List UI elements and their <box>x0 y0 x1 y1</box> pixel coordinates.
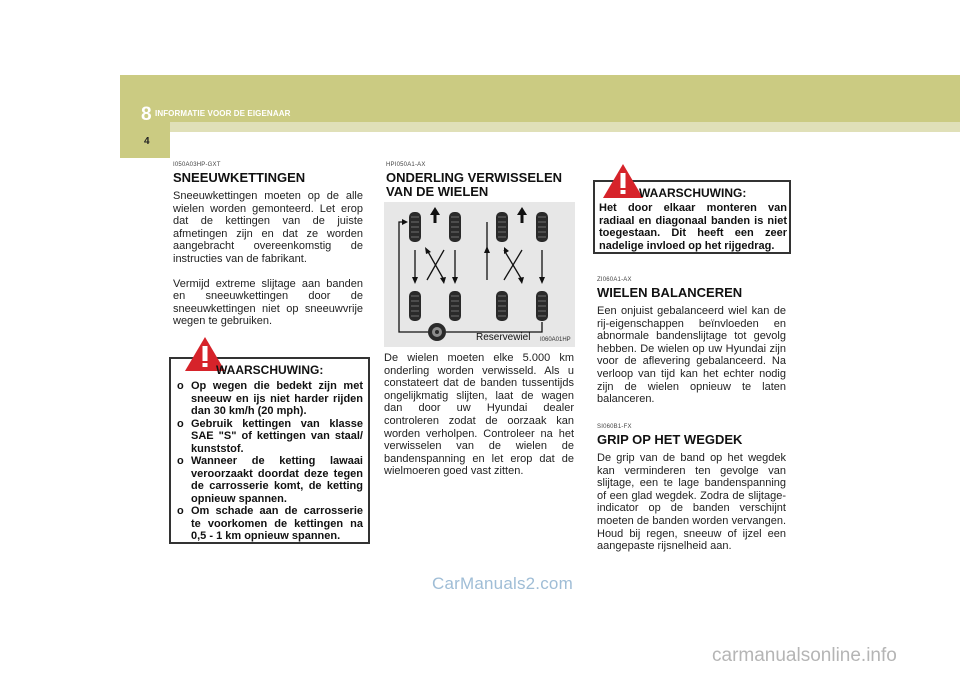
tire-rotation-body <box>384 352 574 490</box>
wheel-balancing-body <box>597 305 786 418</box>
section-code-wheel-balancing: ZI060A1-AX <box>597 277 632 283</box>
figure-code: I060A01HP <box>540 337 571 343</box>
warning-title: WAARSCHUWING: <box>216 363 324 377</box>
warning-title: WAARSCHUWING: <box>639 186 747 200</box>
warning-box-tire-mixing <box>593 180 791 254</box>
warning-box-snow-chains <box>169 357 370 544</box>
section-code-tire-rotation: HPI050A1-AX <box>386 162 426 168</box>
warning-text-tire-mixing: Het door elkaar monteren van radiaal en diagonaal banden is niet toegestaan. Dit heeft een zeer nadelige invloed op het rijgedrag. <box>599 202 787 252</box>
warning-item: o Op wegen die bedekt zijn met sneeuw en ijs niet harder rijden dan 30 km/h (20 mph). <box>177 380 363 417</box>
chapter-number: 8 <box>141 104 152 125</box>
section-code-snow-chains: I050A03HP-GXT <box>173 162 221 168</box>
warning-item: o Om schade aan de carrosserie te voorkomen de kettingen na 0,5 - 1 km opnieuw spannen. <box>177 505 363 542</box>
chapter-title: INFORMATIE VOOR DE EIGENAAR <box>155 109 291 118</box>
warning-list-snow-chains <box>177 380 363 543</box>
heading-road-grip: GRIP OP HET WEGDEK <box>597 432 743 447</box>
watermark-link[interactable]: CarManuals2.com <box>432 574 573 593</box>
wheel-balancing-para: Een onjuist gebalanceerd wiel kan de rij-eigenschappen beïnvloeden en abnormale bandenslijtage tot gevolg hebben. De wielen op uw Hyundai zijn voor de aflevering gebalanceerd. Na verloop van tijd kan het echter nodig zijn de wielen opnieuw te laten balanceren. <box>597 305 786 406</box>
road-grip-body <box>597 452 786 565</box>
heading-tire-rotation-line-1: ONDERLING VERWISSELEN <box>386 170 563 185</box>
footer-watermark: carmanualsonline.info <box>712 645 897 666</box>
tire-rotation-figure <box>384 202 575 347</box>
warning-item: o Gebruik kettingen van klasse SAE "S" of kettingen van staal/ kunststof. <box>177 417 363 455</box>
header-band-stripe <box>120 122 960 132</box>
heading-snow-chains: SNEEUWKETTINGEN <box>173 170 306 185</box>
section-code-road-grip: SI060B1-FX <box>597 424 632 430</box>
spare-tire-label: Reservewiel <box>476 332 531 343</box>
road-grip-para: De grip van de band op het wegdek kan verminderen ten gevolge van slijtage, een te lage bandenspanning of een glad wegdek. Zodra de slijtage-indicator op de banden verschijnt moeten de banden worden vervangen. Houd bij regen, sneeuw of ijzel een aangepaste rijsnelheid aan. <box>597 452 786 553</box>
heading-wheel-balancing: WIELEN BALANCEREN <box>597 285 743 300</box>
snow-chains-para-2: Vermijd extreme slijtage aan banden en sneeuwkettingen door de sneeuwkettingen niet op sneeuwvrije wegen te gebruiken. <box>173 277 363 328</box>
tire-rotation-para: De wielen moeten elke 5.000 km onderling worden verwisseld. Als u constateert dat de banden tussentijds ongelijkmatig slijten, laat de wagen dan door uw Hyundai dealer controleren zodat de oorzaak kan worden verholpen. Controleer na het verwisselen van de wielen de bandenspanning en let erop dat de wielmoeren goed vast zitten. <box>384 352 574 478</box>
warning-item: o Wanneer de ketting lawaai veroorzaakt doordat deze tegen de carrosserie komt, de ketting opnieuw spannen. <box>177 455 363 505</box>
heading-tire-rotation-line-2: VAN DE WIELEN <box>386 184 489 199</box>
snow-chains-para-1: Sneeuwkettingen moeten op de alle wielen worden gemonteerd. Let erop dat de kettingen van de juiste afmetingen zijn en dat ze worden aangebracht overeenkomstig de instructies van de fabrikant. <box>173 190 363 265</box>
page-number: 4 <box>144 136 150 147</box>
tire-rotation-diagram <box>384 202 575 347</box>
snow-chains-body <box>173 190 363 340</box>
